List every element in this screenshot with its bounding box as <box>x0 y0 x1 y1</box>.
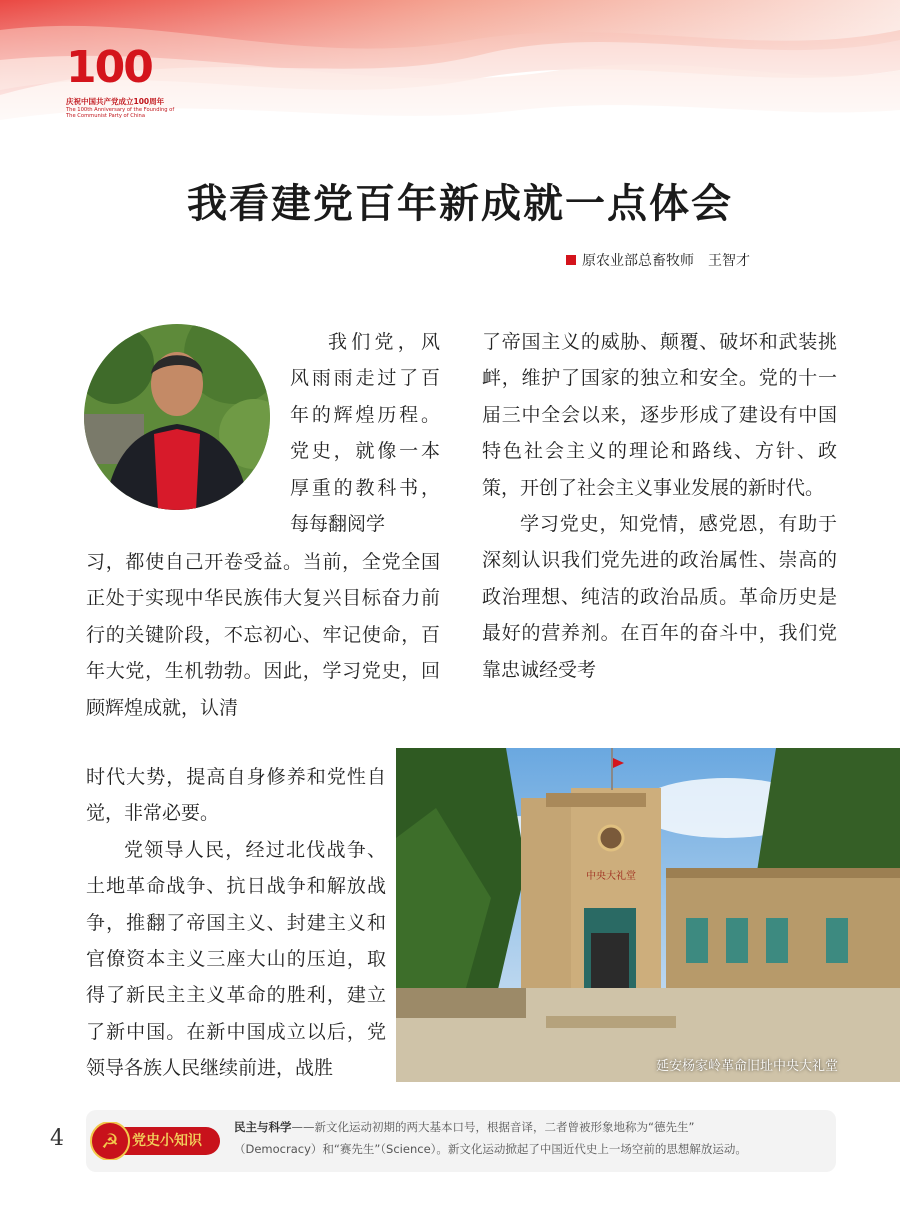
author-portrait <box>84 324 270 510</box>
tip-badge-label: 党史小知识 <box>132 1133 202 1149</box>
red-square-marker <box>566 255 576 265</box>
tip-line-1: ——新文化运动初期的两大基本口号，根据音译，二者曾被形象地称为“德先生” <box>291 1120 695 1134</box>
photo-caption: 延安杨家岭革命旧址中央大礼堂 <box>655 1059 838 1074</box>
party-history-tip <box>86 1110 836 1172</box>
byline <box>566 250 750 270</box>
logo-caption-cn: 庆祝中国共产党成立100周年 <box>66 97 165 106</box>
tip-text <box>234 1116 824 1160</box>
paragraph: 我们党，风风雨雨走过了百年的辉煌历程。党史，就像一本厚重的教科书，每每翻阅学 <box>290 331 440 536</box>
paragraph: 了帝国主义的威胁、颠覆、破坏和武装挑衅，维护了国家的独立和安全。党的十一届三中全会以来，逐步形成了建设有中国特色社会主义的理论和路线、方针、政策，开创了社会主义事业发展的新时代。 <box>482 331 837 499</box>
logo-number: 100 <box>66 42 152 93</box>
top-banner <box>0 0 900 150</box>
body-text-col1-middle <box>86 544 440 726</box>
author-name: 原农业部总畜牧师 王智才 <box>582 253 750 269</box>
body-text-col1-top <box>290 324 440 542</box>
article-title: 我看建党百年新成就一点体会 <box>187 180 733 227</box>
paragraph: 习，都使自己开卷受益。当前，全党全国正处于实现中华民族伟大复兴目标奋力前行的关键阶段，不忘初心、牢记使命，百年大党，生机勃勃。因此，学习党史，回顾辉煌成就，认清 <box>86 551 440 719</box>
tip-line-2: （Democracy）和“赛先生”（Science）。新文化运动掀起了中国近代史上一场空前的思想解放运动。 <box>234 1142 747 1156</box>
tip-badge <box>86 1122 222 1160</box>
auditorium-photo <box>396 748 900 1082</box>
svg-text:☭: ☭ <box>101 1129 119 1153</box>
logo-caption-en-2: The Communist Party of China <box>66 113 146 119</box>
page-number: 4 <box>50 1126 64 1151</box>
tip-term: 民主与科学 <box>234 1120 292 1134</box>
body-text-col1-bottom <box>86 759 386 1087</box>
paragraph: 时代大势，提高自身修养和党性自觉，非常必要。 <box>86 766 386 825</box>
building-sign: 中央大礼堂 <box>586 871 636 882</box>
paragraph: 学习党史，知党情，感党恩，有助于深刻认识我们党先进的政治属性、崇高的政治理想、纯洁的政治品质。革命历史是最好的营养剂。在百年的奋斗中，我们党靠忠诚经受考 <box>482 513 837 681</box>
centenary-logo <box>66 42 176 126</box>
paragraph: 党领导人民，经过北伐战争、土地革命战争、抗日战争和解放战争，推翻了帝国主义、封建主义和官僚资本主义三座大山的压迫，取得了新民主主义革命的胜利，建立了新中国。在新中国成立以后，党领导各族人民继续前进，战胜 <box>86 838 386 1080</box>
logo-caption-en-1: The 100th Anniversary of the Founding of <box>66 107 175 113</box>
body-text-col2 <box>482 324 837 688</box>
